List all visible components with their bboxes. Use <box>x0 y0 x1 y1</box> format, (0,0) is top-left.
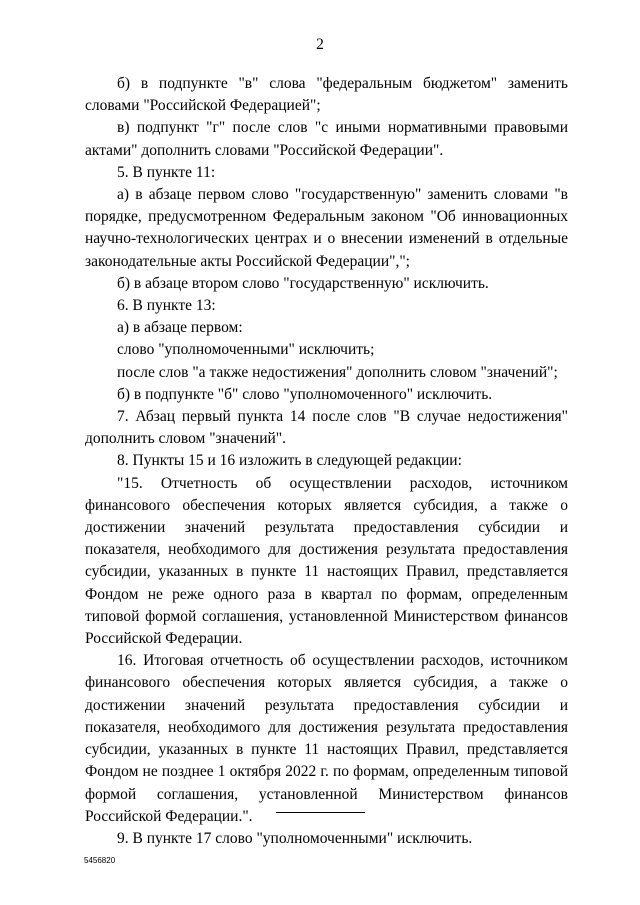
paragraph-item-6-a-2: после слов "а также недостижения" дополнить словом "значений"; <box>117 363 558 381</box>
paragraph-point-16: 16. Итоговая отчетность об осуществлении расходов, источником финансового обеспечения которых является субсидия, а также о достижении значений результата предоставления субсидии и показателя, необходимого для достижения результата предоставления субсидии, указанных в пункте 11 настоящих Правил, представляется Фондом не позднее 1 октября 2022 г. по формам, определенным типовой формой соглашения, установленной Министерством финансов Российской Федерации.". <box>85 652 568 825</box>
paragraph-item-6-b: б) в подпункте "б" слово "уполномоченного" исключить. <box>117 385 493 403</box>
paragraph-item-6-a: а) в абзаце первом: <box>117 319 243 337</box>
paragraph-amend-v-subpoint-g: в) подпункт "г" после слов "с иными нормативными правовыми актами" дополнить словами "Российской Федерации". <box>85 119 568 159</box>
paragraph-item-9: 9. В пункте 17 слово "уполномоченными" исключить. <box>117 829 473 847</box>
paragraph-point-15: "15. Отчетность об осуществлении расходов, источником финансового обеспечения которых является субсидия, а также о достижении значений результата предоставления субсидии и показателя, необходимого для достижения результата предоставления субсидии, указанных в пункте 11 настоящих Правил, представляется Фондом не реже одного раза в квартал по формам, определенным типовой формой соглашения, установленной Министерством финансов Российской Федерации. <box>85 474 568 648</box>
page-number: 2 <box>316 36 324 53</box>
paragraph-amend-b-subpoint-v: б) в подпункте "в" слова "федеральным бюджетом" заменить словами "Российской Федерацией"; <box>85 75 568 115</box>
document-code: 5456820 <box>84 856 116 865</box>
paragraph-item-7: 7. Абзац первый пункта 14 после слов "В случае недостижения" дополнить словом "значений". <box>85 408 568 448</box>
document-body <box>85 73 568 850</box>
end-divider-line <box>276 812 365 813</box>
paragraph-item-5: 5. В пункте 11: <box>117 163 216 181</box>
paragraph-item-6: 6. В пункте 13: <box>117 297 216 315</box>
paragraph-item-8: 8. Пункты 15 и 16 изложить в следующей редакции: <box>117 452 462 470</box>
paragraph-item-6-a-1: слово "уполномоченными" исключить; <box>117 341 375 359</box>
paragraph-item-5-b: б) в абзаце втором слово "государственную" исключить. <box>117 274 489 292</box>
paragraph-item-5-a: а) в абзаце первом слово "государственную" заменить словами "в порядке, предусмотренном Федеральным законом "Об инновационных научно-технологических центрах и о внесении изменений в отдельные законодательные акты Российской Федерации","; <box>85 186 568 270</box>
